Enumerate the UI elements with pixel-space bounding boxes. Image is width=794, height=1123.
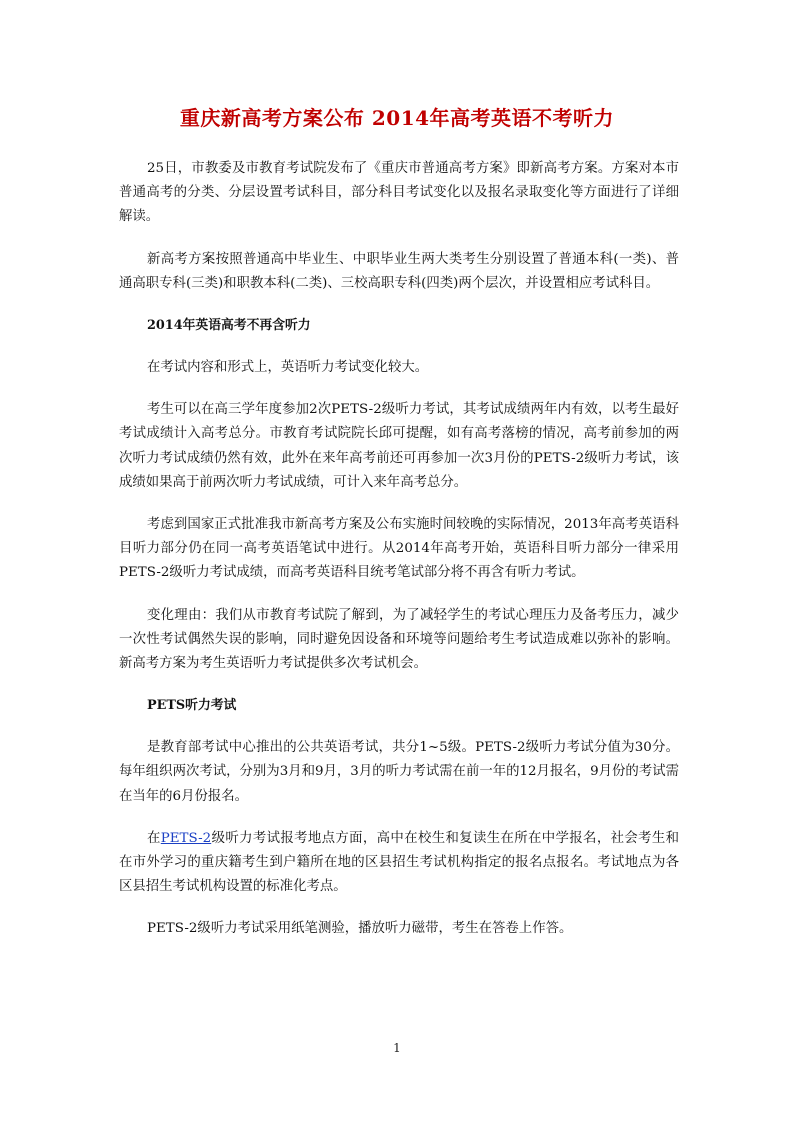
- document-body: [119, 157, 679, 942]
- paragraph-change-reason: 变化理由：我们从市教育考试院了解到，为了减轻学生的考试心理压力及备考压力，减少一次性考试偶然失误的影响，同时避免因设备和环境等问题给考生考试造成难以弥补的影响。新高考方案为考生英语听力考试提供多次考试机会。: [119, 607, 679, 672]
- paragraph-pets-format: PETS-2级听力考试采用纸笔测验，播放听力磁带，考生在答卷上作答。: [147, 921, 573, 937]
- pets-2-link[interactable]: PETS-2: [160, 830, 212, 846]
- paragraph-listening-change: 在考试内容和形式上，英语听力考试变化较大。: [147, 360, 429, 376]
- registration-text: 级听力考试报考地点方面，高中在校生和复读生在所在中学报名，社会考生和在市外学习的重庆籍考生到户籍所在地的区县招生考试机构指定的报名点报名。考试地点为各区县招生考试机构设置的标准化考点。: [119, 830, 680, 895]
- registration-prefix: 在: [147, 830, 161, 846]
- paragraph-2013-2014-policy: 考虑到国家正式批准我市新高考方案及公布实施时间较晚的实际情况，2013年高考英语科目听力部分仍在同一高考英语笔试中进行。从2014年高考开始，英语科目听力部分一律采用PETS-2级听力考试成绩，而高考英语科目统考笔试部分将不再含有听力考试。: [119, 517, 679, 581]
- paragraph-intro: 25日，市教委及市教育考试院发布了《重庆市普通高考方案》即新高考方案。方案对本市普通高考的分类、分层设置考试科目，部分科目考试变化以及报名录取变化等方面进行了详细解读。: [119, 161, 679, 225]
- paragraph-pets-intro: 是教育部考试中心推出的公共英语考试，共分1~5级。PETS-2级听力考试分值为30分。每年组织两次考试，分别为3月和9月，3月的听力考试需在前一年的12月报名，9月份的考试需在当年的6月份报名。: [119, 740, 679, 804]
- document-title: 重庆新高考方案公布 2014年高考英语不考听力: [179, 106, 615, 130]
- page-number: 1: [393, 1041, 401, 1055]
- section-heading-pets: PETS听力考试: [147, 698, 237, 714]
- paragraph-pets-attempts: 考生可以在高三学年度参加2次PETS-2级听力考试，其考试成绩两年内有效，以考生最好考试成绩计入高考总分。市教育考试院院长邱可提醒，如有高考落榜的情况，高考前参加的两次听力考试成绩仍然有效，此外在来年高考前还可再参加一次3月份的PETS-2级听力考试，该成绩如果高于前两次听力考试成绩，可计入来年高考总分。: [119, 402, 679, 490]
- paragraph-categories: 新高考方案按照普通高中毕业生、中职毕业生两大类考生分别设置了普通本科(一类)、普通高职专科(三类)和职教本科(二类)、三校高职专科(四类)两个层次，并设置相应考试科目。: [119, 251, 679, 291]
- section-heading-english-listening: 2014年英语高考不再含听力: [147, 318, 311, 334]
- paragraph-pets-registration: [119, 827, 679, 900]
